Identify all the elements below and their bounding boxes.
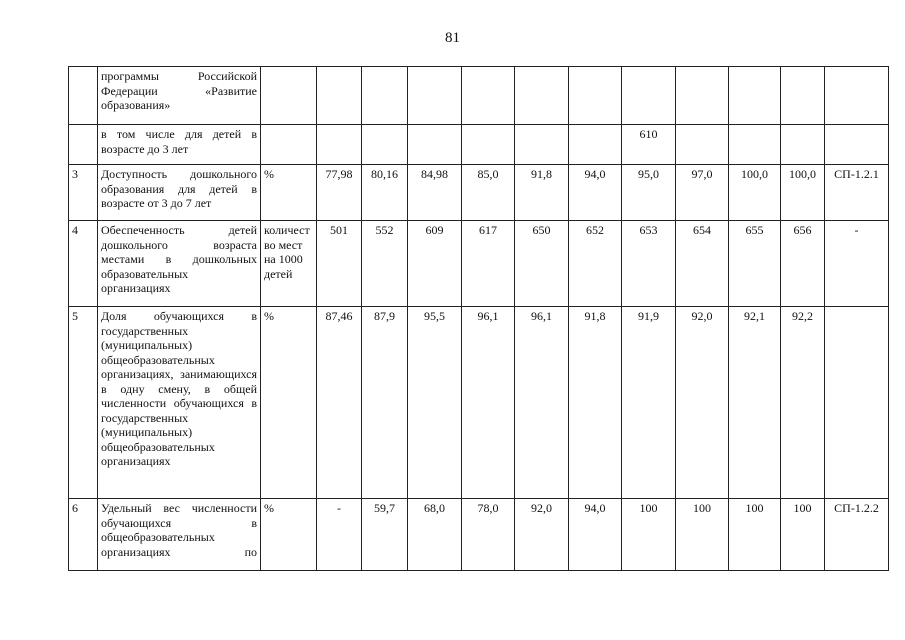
value-cell: 656 (781, 221, 825, 307)
indicators-table (68, 66, 889, 571)
code-cell (825, 307, 889, 499)
unit-cell: % (261, 165, 317, 221)
value-cell: 59,7 (362, 499, 408, 571)
value-cell: 94,0 (569, 499, 622, 571)
value-cell: 85,0 (462, 165, 515, 221)
value-cell (317, 125, 362, 165)
value-cell: 552 (362, 221, 408, 307)
value-cell: 77,98 (317, 165, 362, 221)
value-cell: 609 (408, 221, 462, 307)
indicator-name-cell: программы Российской Федерации «Развитие образования» (98, 67, 261, 125)
value-cell (676, 67, 729, 125)
row-number-cell: 6 (69, 499, 98, 571)
unit-cell: количест во мест на 1000 детей (261, 221, 317, 307)
value-cell (781, 125, 825, 165)
value-cell: 91,8 (569, 307, 622, 499)
value-cell: 92,0 (515, 499, 569, 571)
value-cell (676, 125, 729, 165)
value-cell: 94,0 (569, 165, 622, 221)
value-cell (515, 67, 569, 125)
code-cell: - (825, 221, 889, 307)
value-cell: 652 (569, 221, 622, 307)
value-cell (729, 67, 781, 125)
value-cell: 91,9 (622, 307, 676, 499)
value-cell (317, 67, 362, 125)
value-cell: 92,0 (676, 307, 729, 499)
value-cell: 610 (622, 125, 676, 165)
value-cell: 100,0 (729, 165, 781, 221)
value-cell: 80,16 (362, 165, 408, 221)
code-cell (825, 67, 889, 125)
value-cell: 100 (729, 499, 781, 571)
value-cell: 96,1 (515, 307, 569, 499)
indicator-name-cell: Удельный вес численности обучающихся в общеобразовательных организациях по (98, 499, 261, 571)
value-cell (729, 125, 781, 165)
value-cell: 95,5 (408, 307, 462, 499)
value-cell: 68,0 (408, 499, 462, 571)
unit-cell: % (261, 307, 317, 499)
indicator-name-cell: Доступность дошкольного образования для детей в возрасте от 3 до 7 лет (98, 165, 261, 221)
value-cell (569, 67, 622, 125)
value-cell (462, 67, 515, 125)
row-number-cell: 5 (69, 307, 98, 499)
table-row (69, 67, 889, 125)
code-cell (825, 125, 889, 165)
value-cell: 617 (462, 221, 515, 307)
value-cell (781, 67, 825, 125)
value-cell: 501 (317, 221, 362, 307)
value-cell (408, 67, 462, 125)
row-number-cell: 3 (69, 165, 98, 221)
value-cell: 96,1 (462, 307, 515, 499)
value-cell: 92,1 (729, 307, 781, 499)
value-cell: 100,0 (781, 165, 825, 221)
value-cell: 95,0 (622, 165, 676, 221)
unit-cell (261, 125, 317, 165)
value-cell: 91,8 (515, 165, 569, 221)
table-row (69, 499, 889, 571)
value-cell (515, 125, 569, 165)
row-number-cell (69, 125, 98, 165)
value-cell: 97,0 (676, 165, 729, 221)
table-row (69, 307, 889, 499)
row-number-cell: 4 (69, 221, 98, 307)
value-cell: 78,0 (462, 499, 515, 571)
value-cell: - (317, 499, 362, 571)
table-row (69, 125, 889, 165)
unit-cell: % (261, 499, 317, 571)
value-cell: 92,2 (781, 307, 825, 499)
value-cell: 100 (622, 499, 676, 571)
value-cell: 653 (622, 221, 676, 307)
table-row (69, 165, 889, 221)
value-cell: 654 (676, 221, 729, 307)
value-cell: 87,9 (362, 307, 408, 499)
value-cell: 84,98 (408, 165, 462, 221)
value-cell (569, 125, 622, 165)
page-number: 81 (445, 30, 460, 46)
value-cell: 655 (729, 221, 781, 307)
indicator-name-cell: в том числе для детей в возрасте до 3 лет (98, 125, 261, 165)
value-cell: 650 (515, 221, 569, 307)
value-cell: 100 (676, 499, 729, 571)
value-cell (462, 125, 515, 165)
value-cell (408, 125, 462, 165)
row-number-cell (69, 67, 98, 125)
value-cell (362, 67, 408, 125)
table-row (69, 221, 889, 307)
indicator-name-cell: Обеспеченность детей дошкольного возраста местами в дошкольных образовательных организациях (98, 221, 261, 307)
code-cell: СП-1.2.1 (825, 165, 889, 221)
indicator-name-cell: Доля обучающихся в государственных (муниципальных) общеобразовательных организациях, занимающихся в одну смену, в общей численности обучающихся в государственных (муниципальных) общеобразовательных организациях (98, 307, 261, 499)
value-cell: 100 (781, 499, 825, 571)
unit-cell (261, 67, 317, 125)
value-cell (362, 125, 408, 165)
code-cell: СП-1.2.2 (825, 499, 889, 571)
value-cell: 87,46 (317, 307, 362, 499)
value-cell (622, 67, 676, 125)
